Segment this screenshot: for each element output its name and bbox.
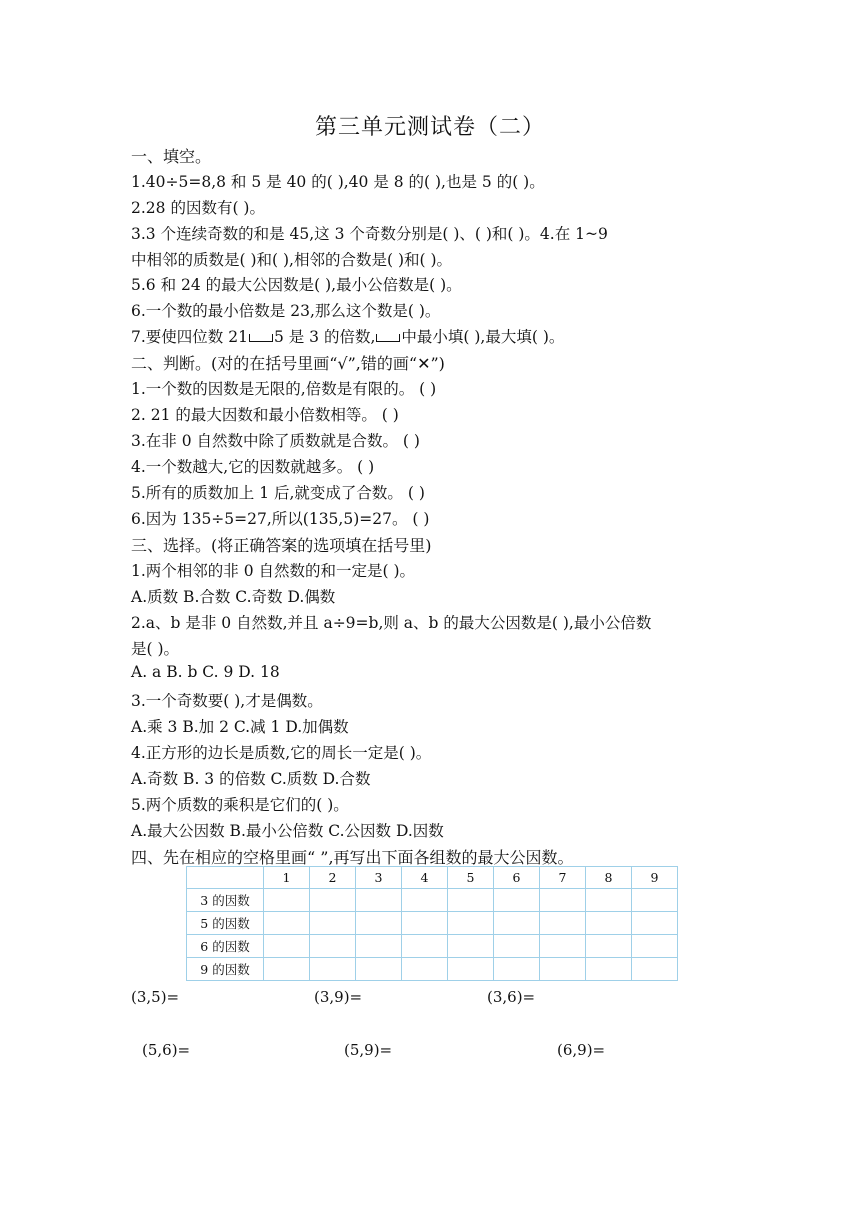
question-fill-7-part1: 7.要使四位数 21	[131, 328, 248, 346]
page-title: 第三单元测试卷（二）	[314, 115, 545, 140]
grid-row-label: 9 的因数	[187, 958, 264, 981]
question-fill-1: 1.40÷5=8,8 和 5 是 40 的( ),40 是 8 的( ),也是 5 的( )。	[131, 173, 545, 191]
question-choice-3-options: A.乘 3 B.加 2 C.减 1 D.加偶数	[131, 718, 349, 736]
question-judge-6: 6.因为 135÷5=27,所以(135,5)=27。 ( )	[131, 510, 430, 528]
grid-answer-cell[interactable]	[356, 889, 402, 912]
grid-answer-cell[interactable]	[402, 935, 448, 958]
grid-header-row	[187, 867, 678, 889]
grid-answer-cell[interactable]	[264, 912, 310, 935]
grid-answer-cell[interactable]	[586, 912, 632, 935]
grid-answer-cell[interactable]	[632, 889, 678, 912]
grid-answer-cell[interactable]	[310, 958, 356, 981]
question-fill-5: 5.6 和 24 的最大公因数是( ),最小公倍数是( )。	[131, 276, 462, 294]
grid-answer-cell[interactable]	[494, 958, 540, 981]
grid-answer-cell[interactable]	[586, 958, 632, 981]
gcd-answer-5-9: (5,9)=	[344, 1041, 393, 1059]
question-choice-4: 4.正方形的边长是质数,它的周长一定是( )。	[131, 744, 432, 762]
grid-header-cell: 9	[632, 867, 678, 889]
question-judge-2: 2. 21 的最大因数和最小倍数相等。 ( )	[131, 406, 399, 424]
question-choice-1-options: A.质数 B.合数 C.奇数 D.偶数	[131, 588, 336, 606]
grid-answer-cell[interactable]	[356, 912, 402, 935]
question-fill-2: 2.28 的因数有( )。	[131, 199, 265, 217]
grid-row	[187, 889, 678, 912]
section-heading-choice: 三、选择。(将正确答案的选项填在括号里)	[131, 536, 432, 555]
grid-answer-cell[interactable]	[356, 935, 402, 958]
grid-answer-cell[interactable]	[632, 912, 678, 935]
grid-corner-cell	[187, 867, 264, 889]
grid-header-cell: 2	[310, 867, 356, 889]
grid-answer-cell[interactable]	[632, 935, 678, 958]
grid-answer-cell[interactable]	[494, 912, 540, 935]
question-choice-3: 3.一个奇数要( ),才是偶数。	[131, 692, 323, 710]
digit-blank-box	[376, 334, 400, 342]
question-fill-3: 3.3 个连续奇数的和是 45,这 3 个奇数分别是( )、( )和( )。4.在 1~9	[131, 225, 608, 243]
grid-row-label: 6 的因数	[187, 935, 264, 958]
grid-answer-cell[interactable]	[264, 889, 310, 912]
grid-answer-cell[interactable]	[402, 958, 448, 981]
grid-answer-cell[interactable]	[586, 935, 632, 958]
grid-header-cell: 1	[264, 867, 310, 889]
grid-answer-cell[interactable]	[264, 958, 310, 981]
question-choice-2-options: A. a B. b C. 9 D. 18	[131, 663, 280, 681]
grid-answer-cell[interactable]	[540, 958, 586, 981]
question-choice-2-cont: 是( )。	[131, 640, 180, 658]
question-choice-5-options: A.最大公因数 B.最小公倍数 C.公因数 D.因数	[131, 822, 444, 840]
grid-answer-cell[interactable]	[448, 889, 494, 912]
grid-answer-cell[interactable]	[586, 889, 632, 912]
grid-answer-cell[interactable]	[356, 958, 402, 981]
grid-answer-cell[interactable]	[310, 912, 356, 935]
question-choice-2: 2.a、b 是非 0 自然数,并且 a÷9=b,则 a、b 的最大公因数是( ),最小公倍数	[131, 614, 652, 632]
grid-answer-cell[interactable]	[494, 935, 540, 958]
question-choice-4-options: A.奇数 B. 3 的倍数 C.质数 D.合数	[131, 770, 371, 788]
grid-answer-cell[interactable]	[540, 912, 586, 935]
grid-answer-cell[interactable]	[448, 935, 494, 958]
factor-grid	[186, 866, 678, 981]
grid-row	[187, 958, 678, 981]
grid-header-cell: 7	[540, 867, 586, 889]
grid-header-cell: 4	[402, 867, 448, 889]
question-judge-5: 5.所有的质数加上 1 后,就变成了合数。 ( )	[131, 484, 425, 502]
grid-answer-cell[interactable]	[264, 935, 310, 958]
grid-answer-cell[interactable]	[402, 889, 448, 912]
grid-header-cell: 6	[494, 867, 540, 889]
grid-answer-cell[interactable]	[402, 912, 448, 935]
gcd-answer-5-6: (5,6)=	[142, 1041, 191, 1059]
question-fill-7-part3: 中最小填( ),最大填( )。	[401, 328, 565, 346]
question-judge-1: 1.一个数的因数是无限的,倍数是有限的。 ( )	[131, 380, 437, 398]
digit-blank-box	[249, 334, 273, 342]
section-heading-judge: 二、判断。(对的在括号里画“√”,错的画“✕”)	[131, 354, 445, 373]
question-choice-1: 1.两个相邻的非 0 自然数的和一定是( )。	[131, 562, 416, 580]
gcd-answer-3-9: (3,9)=	[314, 988, 363, 1006]
grid-header-cell: 5	[448, 867, 494, 889]
grid-row-label: 3 的因数	[187, 889, 264, 912]
question-judge-4: 4.一个数越大,它的因数就越多。 ( )	[131, 458, 375, 476]
grid-row	[187, 912, 678, 935]
question-fill-7	[131, 325, 564, 347]
grid-row-label: 5 的因数	[187, 912, 264, 935]
grid-row	[187, 935, 678, 958]
question-choice-5: 5.两个质数的乘积是它们的( )。	[131, 796, 349, 814]
grid-answer-cell[interactable]	[632, 958, 678, 981]
grid-answer-cell[interactable]	[448, 912, 494, 935]
question-fill-4: 中相邻的质数是( )和( ),相邻的合数是( )和( )。	[131, 251, 453, 269]
gcd-answer-3-6: (3,6)=	[487, 988, 536, 1006]
grid-answer-cell[interactable]	[310, 889, 356, 912]
grid-header-cell: 3	[356, 867, 402, 889]
grid-answer-cell[interactable]	[540, 935, 586, 958]
grid-answer-cell[interactable]	[494, 889, 540, 912]
gcd-answer-3-5: (3,5)=	[131, 988, 180, 1006]
question-fill-6: 6.一个数的最小倍数是 23,那么这个数是( )。	[131, 302, 441, 320]
grid-answer-cell[interactable]	[540, 889, 586, 912]
section-heading-fill: 一、填空。	[131, 147, 212, 166]
gcd-answer-6-9: (6,9)=	[557, 1041, 606, 1059]
question-fill-7-part2: 5 是 3 的倍数,	[273, 328, 376, 346]
grid-answer-cell[interactable]	[310, 935, 356, 958]
question-judge-3: 3.在非 0 自然数中除了质数就是合数。 ( )	[131, 432, 420, 450]
grid-answer-cell[interactable]	[448, 958, 494, 981]
grid-header-cell: 8	[586, 867, 632, 889]
section-heading-factors: 四、先在相应的空格里画“ ”,再写出下面各组数的最大公因数。	[131, 848, 574, 867]
